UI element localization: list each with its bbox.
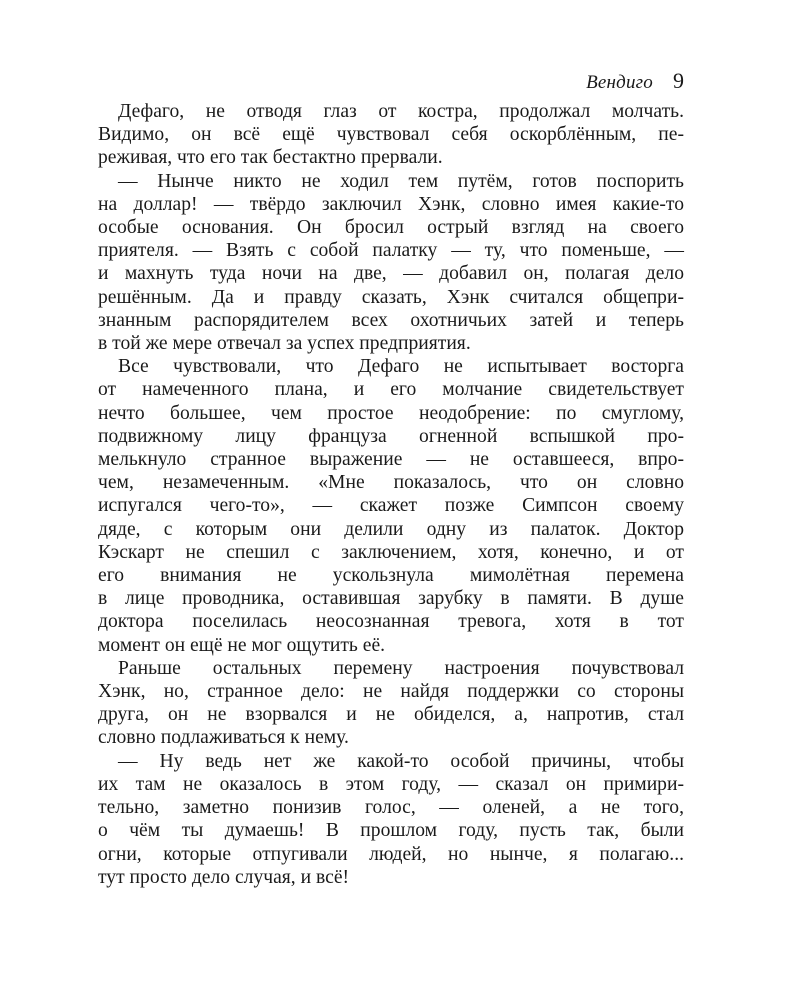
text-line: — Нынче никто не ходил тем путём, готов поспорить — [118, 170, 684, 192]
text-line: о чём ты думаешь! В прошлом году, пусть так, были — [98, 820, 684, 842]
paragraph — [98, 355, 684, 657]
page-number: 9 — [673, 68, 684, 93]
text-line: огни, которые отпугивали людей, но нынче, я полагаю... — [98, 843, 684, 865]
paragraph — [98, 170, 684, 356]
text-line: доктора поселилась неосознанная тревога, хотя в тот — [98, 611, 684, 633]
text-line: Видимо, он всё ещё чувствовал себя оскорблённым, пе- — [98, 124, 684, 146]
running-title: Вендиго — [586, 72, 653, 93]
text-line: приятеля. — Взять с собой палатку — ту, что поменьше, — — [98, 240, 684, 262]
text-line: дяде, с которым они делили одну из палаток. Доктор — [98, 518, 684, 540]
text-line: его внимания не ускользнула мимолётная перемена — [98, 565, 684, 587]
text-line: — Ну ведь нет же какой-то особой причины, чтобы — [118, 750, 684, 772]
paragraph — [98, 100, 684, 170]
text-line: нечто большее, чем простое неодобрение: по смуглому, — [98, 402, 684, 424]
text-line: решённым. Да и правду сказать, Хэнк считался общепри- — [98, 286, 684, 308]
text-line: знанным распорядителем всех охотничьих затей и теперь — [98, 309, 684, 331]
text-line: Хэнк, но, странное дело: не найдя поддержки со стороны — [98, 681, 684, 703]
text-line: Раньше остальных перемену настроения почувствовал — [118, 657, 684, 679]
text-line: и махнуть туда ночи на две, — добавил он, полагая дело — [98, 263, 684, 285]
text-line: Все чувствовали, что Дефаго не испытывает восторга — [118, 356, 684, 378]
text-line: тут просто дело случая, и всё! — [98, 866, 350, 888]
text-line: друга, он не взорвался и не обиделся, а, напротив, стал — [98, 704, 684, 726]
text-line: чем, незамеченным. «Мне показалось, что он словно — [98, 472, 684, 494]
text-line: реживая, что его так бестактно прервали. — [98, 147, 443, 169]
text-line: словно подлаживаться к нему. — [98, 727, 349, 749]
text-line: Дефаго, не отводя глаз от костра, продолжал молчать. — [118, 101, 684, 122]
text-line: на доллар! — твёрдо заключил Хэнк, словно имея какие-то — [98, 193, 684, 215]
text-line: в той же мере отвечал за успех предприятия. — [98, 333, 471, 355]
body-text — [98, 100, 684, 889]
running-header — [586, 68, 684, 94]
text-line: Кэскарт не спешил с заключением, хотя, конечно, и от — [98, 541, 684, 563]
text-line: в лице проводника, оставившая зарубку в памяти. В душе — [98, 588, 684, 610]
text-line: мелькнуло странное выражение — не оставшееся, впро- — [98, 449, 684, 471]
text-line: тельно, заметно понизив голос, — оленей, а не того, — [98, 797, 684, 819]
paragraph — [98, 750, 684, 889]
text-line: особые основания. Он бросил острый взгляд на своего — [98, 217, 684, 239]
text-line: от намеченного плана, и его молчание свидетельствует — [98, 379, 684, 401]
text-line: подвижному лицу француза огненной вспышкой про- — [98, 425, 684, 447]
text-line: испугался чего-то», — скажет позже Симпсон своему — [98, 495, 684, 517]
text-line: момент он ещё не мог ощутить её. — [98, 634, 386, 656]
text-line: их там не оказалось в этом году, — сказал он примири- — [98, 773, 684, 795]
paragraph — [98, 657, 684, 750]
